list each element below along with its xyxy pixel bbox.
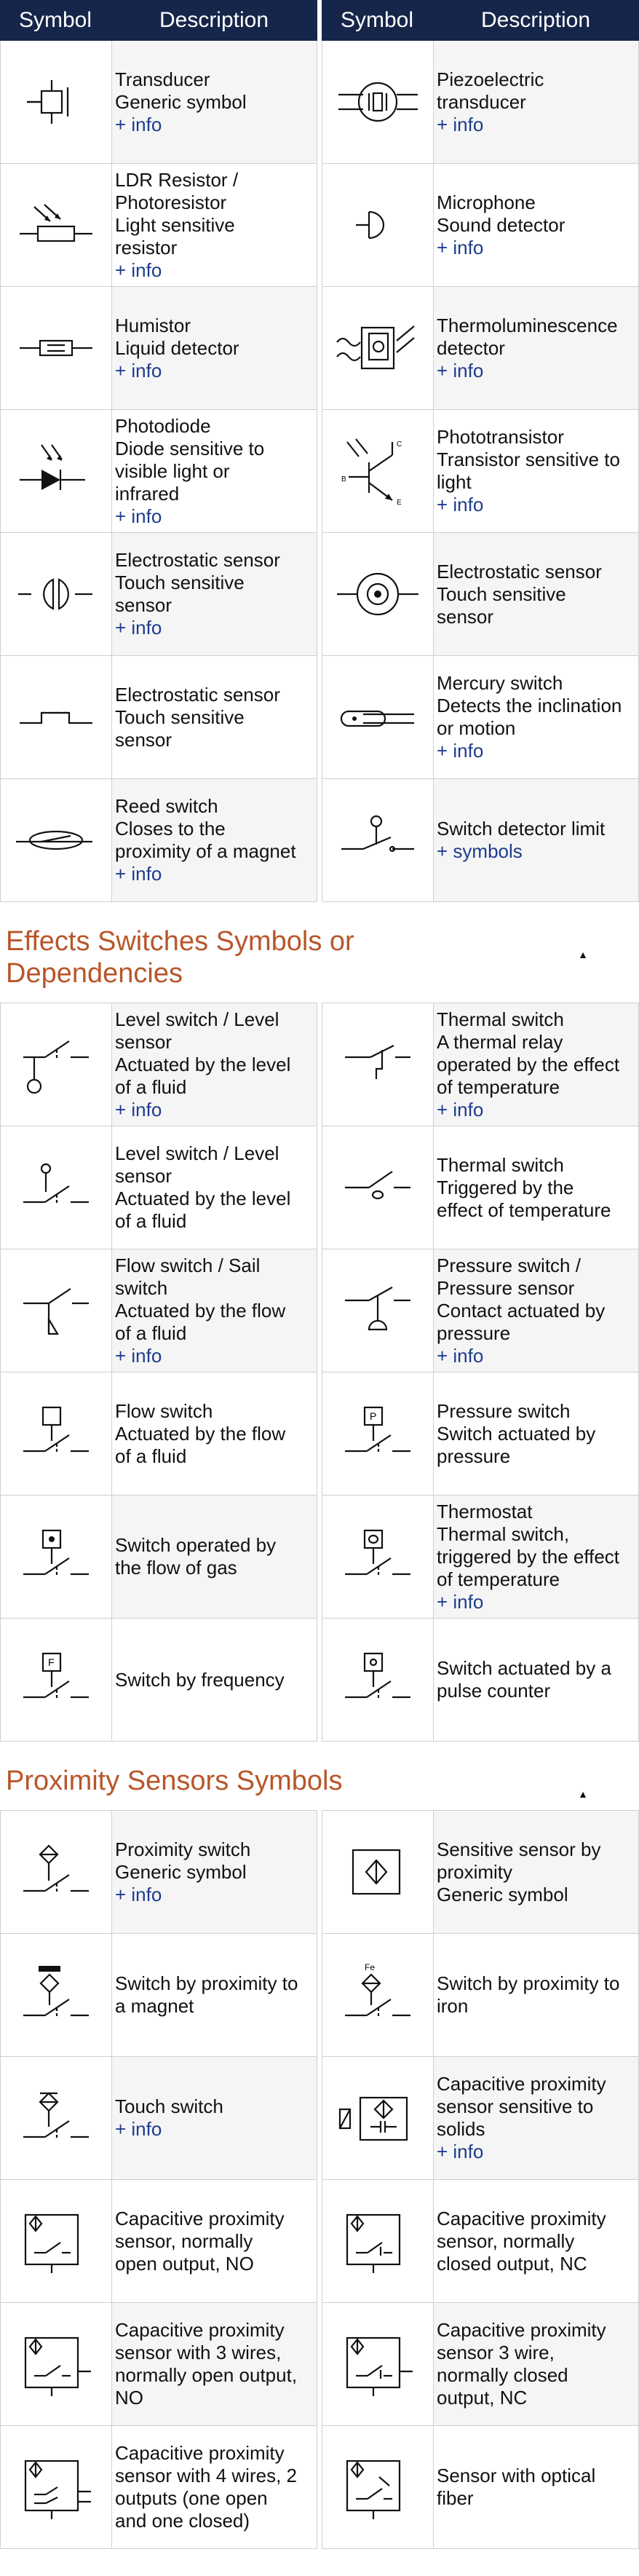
description-line: Touch sensitive xyxy=(115,572,245,593)
photodiode-icon xyxy=(1,410,112,532)
row-description xyxy=(434,1126,638,1249)
description-line: sensor with 4 wires, 2 xyxy=(115,2465,297,2486)
row-description xyxy=(434,2180,638,2302)
description-line: Switch detector limit xyxy=(437,818,606,839)
caret-icon: ▲ xyxy=(578,1788,588,1800)
description-line: Mercury switch xyxy=(437,672,563,694)
table-row xyxy=(0,2303,317,2426)
description-line: Electrostatic sensor xyxy=(437,560,602,582)
description-line: normally open output, xyxy=(115,2364,298,2386)
table-row xyxy=(0,1372,317,1496)
table-row xyxy=(322,656,639,779)
humistor-icon xyxy=(1,287,112,409)
description-line: open output, NO xyxy=(115,2252,254,2275)
row-description xyxy=(112,1934,317,2056)
row-description xyxy=(112,1811,317,1933)
caret-icon: ▲ xyxy=(578,949,588,960)
touch-switch-icon xyxy=(1,2057,112,2179)
mercury-switch-icon xyxy=(322,656,434,778)
description-line: iron xyxy=(437,1995,469,2017)
section2-grid xyxy=(0,1003,639,1742)
more-info-link[interactable]: + info xyxy=(437,359,484,382)
svg-text:C: C xyxy=(397,440,402,449)
table-row xyxy=(322,779,639,902)
description-line: proximity xyxy=(437,1860,513,1883)
thermoluminescence-icon xyxy=(322,287,434,409)
row-description xyxy=(434,41,638,163)
description-line: Photoresistor xyxy=(115,191,227,213)
more-info-link[interactable]: + info xyxy=(115,1098,162,1121)
table-row xyxy=(0,1811,317,1934)
description-line: resistor xyxy=(115,236,178,258)
description-line: Flow switch / Sail xyxy=(115,1254,261,1276)
description-line: of a fluid xyxy=(115,1445,187,1467)
cap-3w-no-icon xyxy=(1,2303,112,2425)
more-info-link[interactable]: + info xyxy=(115,258,162,281)
description-line: Switch by proximity to xyxy=(115,1972,298,1994)
transducer-icon xyxy=(1,41,112,163)
description-line: Diode sensitive to xyxy=(115,437,265,459)
description-line: sensor xyxy=(115,728,172,751)
table-row xyxy=(322,2426,639,2549)
row-description xyxy=(434,656,638,778)
row-description xyxy=(112,41,317,163)
iron-proximity-icon xyxy=(322,1934,434,2056)
header-description: Description xyxy=(480,8,591,32)
more-info-link[interactable]: + info xyxy=(437,2141,484,2162)
piezoelectric-icon xyxy=(322,41,434,163)
description-line: Actuated by the flow xyxy=(115,1422,286,1445)
table-row xyxy=(0,1934,317,2057)
thermal-switch-1-icon xyxy=(322,1003,434,1126)
cap-no-icon xyxy=(1,2180,112,2302)
row-description xyxy=(112,1619,317,1741)
pulse-counter-icon xyxy=(322,1619,434,1741)
table-header xyxy=(0,0,317,41)
row-description xyxy=(112,1372,317,1495)
description-line: Closes to the xyxy=(115,818,226,839)
row-description xyxy=(434,2303,638,2425)
description-line: normally closed xyxy=(437,2364,568,2386)
cap-3w-nc-icon xyxy=(322,2303,434,2425)
description-line: proximity of a magnet xyxy=(115,840,296,862)
section2-left-rows xyxy=(0,1003,317,1742)
row-description xyxy=(434,1934,638,2056)
description-line: pressure xyxy=(437,1445,511,1467)
more-info-link[interactable]: + info xyxy=(115,863,162,885)
row-description xyxy=(434,1372,638,1495)
row-description xyxy=(112,1126,317,1249)
table-row xyxy=(0,656,317,779)
more-info-link[interactable]: + info xyxy=(115,2118,162,2140)
row-description xyxy=(434,164,638,286)
description-line: Light sensitive xyxy=(115,213,235,236)
row-description xyxy=(112,779,317,901)
header-symbol: Symbol xyxy=(18,8,92,32)
description-line: triggered by the effect xyxy=(437,1545,620,1568)
section3-left-rows xyxy=(0,1810,317,2549)
description-line: Photodiode xyxy=(115,414,211,437)
table-row xyxy=(322,410,639,533)
section2-title xyxy=(0,902,639,1003)
thermostat-icon xyxy=(322,1496,434,1618)
row-description xyxy=(434,779,638,901)
row-description xyxy=(434,287,638,409)
description-line: sensor 3 wire, xyxy=(437,2342,555,2363)
table-row xyxy=(0,779,317,902)
section3-title xyxy=(0,1742,639,1810)
table-row xyxy=(322,41,639,164)
table-row xyxy=(0,2057,317,2180)
table-row xyxy=(0,1003,317,1126)
ldr-icon xyxy=(1,164,112,286)
description-line: Level switch / Level xyxy=(115,1008,279,1030)
row-description xyxy=(434,2057,638,2179)
more-info-link[interactable]: + info xyxy=(115,113,162,135)
description-line: Switch actuated by xyxy=(437,1422,596,1445)
more-info-link[interactable]: + info xyxy=(437,494,484,515)
description-line: Thermostat xyxy=(437,1500,533,1522)
reed-switch-icon xyxy=(1,779,112,901)
microphone-icon xyxy=(322,164,434,286)
cap-4w-icon xyxy=(1,2426,112,2548)
row-description xyxy=(112,2057,317,2179)
row-description xyxy=(434,2426,638,2548)
section2-right-rows xyxy=(322,1003,639,1742)
description-line: Transducer xyxy=(115,68,210,90)
description-line: Proximity switch xyxy=(115,1838,251,1860)
description-line: NO xyxy=(115,2387,143,2409)
description-line: closed output, NC xyxy=(437,2252,587,2275)
table-row xyxy=(0,1496,317,1619)
pressure-switch-2-icon xyxy=(322,1372,434,1495)
row-description xyxy=(112,1249,317,1372)
svg-text:E: E xyxy=(397,499,402,507)
table-row xyxy=(322,1811,639,1934)
description-line: switch xyxy=(115,1276,168,1299)
table-row xyxy=(0,1249,317,1372)
table-row xyxy=(322,164,639,287)
more-info-link[interactable]: + symbols xyxy=(437,840,523,862)
svg-text:B: B xyxy=(341,475,346,483)
description-line: sensor xyxy=(115,594,172,616)
description-line: Sound detector xyxy=(437,213,565,236)
description-line: Capacitive proximity xyxy=(115,2207,285,2229)
thermal-switch-2-icon xyxy=(322,1126,434,1249)
description-line: Actuated by the level xyxy=(115,1188,291,1209)
more-info-link[interactable]: + info xyxy=(115,505,162,527)
description-line: Sensor with optical xyxy=(437,2465,596,2486)
row-description xyxy=(112,1003,317,1126)
more-info-link[interactable]: + info xyxy=(437,740,484,762)
description-line: light xyxy=(437,471,472,493)
description-line: Sensitive sensor by xyxy=(437,1838,601,1860)
row-description xyxy=(434,1811,638,1933)
description-line: Thermoluminescence xyxy=(437,314,618,336)
row-description xyxy=(434,410,638,532)
description-line: Phototransistor xyxy=(437,426,564,448)
description-line: of a fluid xyxy=(115,1210,187,1232)
description-line: Flow switch xyxy=(115,1399,213,1422)
description-line: output, NC xyxy=(437,2387,528,2409)
more-info-link[interactable]: + info xyxy=(437,113,484,135)
table-row xyxy=(322,1249,639,1372)
section1-left-column xyxy=(0,0,317,902)
row-description xyxy=(112,2180,317,2302)
description-line: Pressure switch xyxy=(437,1399,571,1422)
optical-fiber-icon xyxy=(322,2426,434,2548)
description-line: fiber xyxy=(437,2487,474,2509)
description-line: Piezoelectric xyxy=(437,68,544,90)
table-row xyxy=(0,287,317,410)
description-line: Thermal switch, xyxy=(437,1522,570,1545)
proximity-switch-icon xyxy=(1,1811,112,1933)
description-line: Triggered by the xyxy=(437,1176,574,1198)
description-line: the flow of gas xyxy=(115,1557,237,1579)
cap-solids-icon xyxy=(322,2057,434,2179)
row-description xyxy=(112,410,317,532)
table-row xyxy=(0,164,317,287)
more-info-link[interactable]: + info xyxy=(437,1098,484,1121)
table-row xyxy=(322,1003,639,1126)
description-line: visible light or xyxy=(115,459,230,482)
level-switch-1-icon xyxy=(1,1003,112,1126)
description-line: of a fluid xyxy=(115,1075,187,1098)
svg-text:P: P xyxy=(370,1410,377,1422)
more-info-link[interactable]: + info xyxy=(115,1883,162,1905)
description-line: Capacitive proximity xyxy=(437,2073,606,2095)
table-row xyxy=(322,1934,639,2057)
section3-right-rows xyxy=(322,1810,639,2549)
row-description xyxy=(434,1249,638,1372)
table-row xyxy=(0,2180,317,2303)
row-description xyxy=(434,1619,638,1741)
electrostatic-3-icon xyxy=(322,533,434,655)
section3-grid xyxy=(0,1810,639,2549)
description-line: Capacitive proximity xyxy=(437,2207,606,2229)
description-line: sensor xyxy=(437,605,494,628)
svg-text:Fe: Fe xyxy=(365,1962,376,1972)
description-line: Touch switch xyxy=(115,2095,223,2117)
description-line: Switch actuated by a xyxy=(437,1657,611,1679)
table-row xyxy=(0,533,317,656)
description-line: Humistor xyxy=(115,314,191,336)
row-description xyxy=(434,1496,638,1618)
table-row xyxy=(0,1619,317,1742)
description-line: or motion xyxy=(437,717,516,739)
description-line: effect of temperature xyxy=(437,1198,611,1221)
description-line: detector xyxy=(437,336,505,359)
more-info-link[interactable]: + info xyxy=(437,1344,484,1367)
gas-flow-switch-icon xyxy=(1,1496,112,1618)
description-line: Capacitive proximity xyxy=(437,2319,606,2341)
table-row xyxy=(0,410,317,533)
table-row xyxy=(322,1619,639,1742)
flow-switch-1-icon xyxy=(1,1249,112,1372)
table-row xyxy=(322,2057,639,2180)
description-line: sensor, normally xyxy=(115,2229,253,2252)
description-line: a magnet xyxy=(115,1995,194,2017)
row-description xyxy=(112,2303,317,2425)
phototransistor-icon xyxy=(322,410,434,532)
description-line: Pressure switch / xyxy=(437,1254,581,1276)
description-line: Generic symbol xyxy=(437,1883,568,1905)
description-line: infrared xyxy=(115,482,180,505)
level-switch-2-icon xyxy=(1,1126,112,1249)
description-line: Touch sensitive xyxy=(437,582,566,605)
description-line: Level switch / Level xyxy=(115,1142,279,1164)
header-description: Description xyxy=(159,8,269,32)
description-line: transducer xyxy=(437,90,526,113)
description-line: Contact actuated by xyxy=(437,1299,606,1321)
description-line: Capacitive proximity xyxy=(115,2442,285,2464)
description-line: Switch by frequency xyxy=(115,1668,285,1691)
sensitive-proximity-icon xyxy=(322,1811,434,1933)
description-line: sensor xyxy=(115,1165,172,1187)
description-line: operated by the effect xyxy=(437,1053,620,1075)
more-info-link[interactable]: + info xyxy=(437,236,484,258)
electrostatic-2-icon xyxy=(1,656,112,778)
electrostatic-1-icon xyxy=(1,533,112,655)
frequency-switch-icon xyxy=(1,1619,112,1741)
flow-switch-2-icon xyxy=(1,1372,112,1495)
description-line: Electrostatic sensor xyxy=(115,549,280,571)
table-row xyxy=(0,41,317,164)
table-header xyxy=(322,0,639,41)
description-line: Switch operated by xyxy=(115,1534,277,1556)
description-line: Electrostatic sensor xyxy=(115,683,280,706)
description-line: Transistor sensitive to xyxy=(437,449,620,470)
description-line: of a fluid xyxy=(115,1321,187,1344)
description-line: solids xyxy=(437,2118,485,2140)
table-row xyxy=(322,2180,639,2303)
row-description xyxy=(112,164,317,286)
description-line: Generic symbol xyxy=(115,90,247,113)
magnet-proximity-icon xyxy=(1,1934,112,2056)
row-description xyxy=(112,656,317,778)
description-line: pressure xyxy=(437,1321,511,1344)
description-line: of temperature xyxy=(437,1568,560,1590)
description-line: A thermal relay xyxy=(437,1030,563,1053)
description-line: Pressure sensor xyxy=(437,1276,575,1299)
description-line: Thermal switch xyxy=(437,1008,564,1030)
description-line: pulse counter xyxy=(437,1680,551,1702)
description-line: Detects the inclination xyxy=(437,695,622,716)
description-line: Actuated by the flow xyxy=(115,1299,286,1321)
description-line: Microphone xyxy=(437,191,536,213)
pressure-switch-1-icon xyxy=(322,1249,434,1372)
more-info-link[interactable]: + info xyxy=(115,359,162,382)
description-line: Reed switch xyxy=(115,795,218,817)
switch-detector-limit-icon xyxy=(322,779,434,901)
row-description xyxy=(112,2426,317,2548)
table-row xyxy=(322,287,639,410)
table-row xyxy=(0,2426,317,2549)
more-info-link[interactable]: + info xyxy=(115,617,162,639)
description-line: sensor xyxy=(115,1030,172,1053)
section1-right-rows xyxy=(322,41,639,902)
table-row xyxy=(322,1496,639,1619)
section2-title-text: Effects Switches Symbols or Dependencies xyxy=(6,926,354,989)
description-line: outputs (one open xyxy=(115,2487,268,2509)
more-info-link[interactable]: + info xyxy=(437,1590,484,1613)
table-row xyxy=(322,1372,639,1496)
table-row xyxy=(322,2303,639,2426)
table-row xyxy=(322,533,639,656)
description-line: and one closed) xyxy=(115,2510,250,2532)
section3-title-text: Proximity Sensors Symbols xyxy=(6,1766,343,1796)
description-line: sensor, normally xyxy=(437,2229,575,2252)
description-line: Actuated by the level xyxy=(115,1053,291,1075)
description-line: Capacitive proximity xyxy=(115,2319,285,2341)
description-line: LDR Resistor / xyxy=(115,168,239,191)
row-description xyxy=(434,1003,638,1126)
description-line: Touch sensitive xyxy=(115,706,245,728)
header-symbol: Symbol xyxy=(340,8,414,32)
section1-right-column xyxy=(322,0,639,902)
row-description xyxy=(112,287,317,409)
description-line: Switch by proximity to xyxy=(437,1972,620,1994)
cap-nc-icon xyxy=(322,2180,434,2302)
section1-grid xyxy=(0,0,639,902)
section1-left-rows xyxy=(0,41,317,902)
table-row xyxy=(322,1126,639,1249)
row-description xyxy=(112,1496,317,1618)
description-line: Thermal switch xyxy=(437,1153,564,1176)
description-line: sensor sensitive to xyxy=(437,2095,594,2117)
description-line: Liquid detector xyxy=(115,336,239,359)
table-row xyxy=(0,1126,317,1249)
description-line: Generic symbol xyxy=(115,1860,247,1883)
description-line: of temperature xyxy=(437,1075,560,1098)
svg-text:F: F xyxy=(48,1656,55,1668)
more-info-link[interactable]: + info xyxy=(115,1344,162,1367)
description-line: sensor with 3 wires, xyxy=(115,2342,282,2363)
row-description xyxy=(112,533,317,655)
row-description xyxy=(434,533,638,655)
